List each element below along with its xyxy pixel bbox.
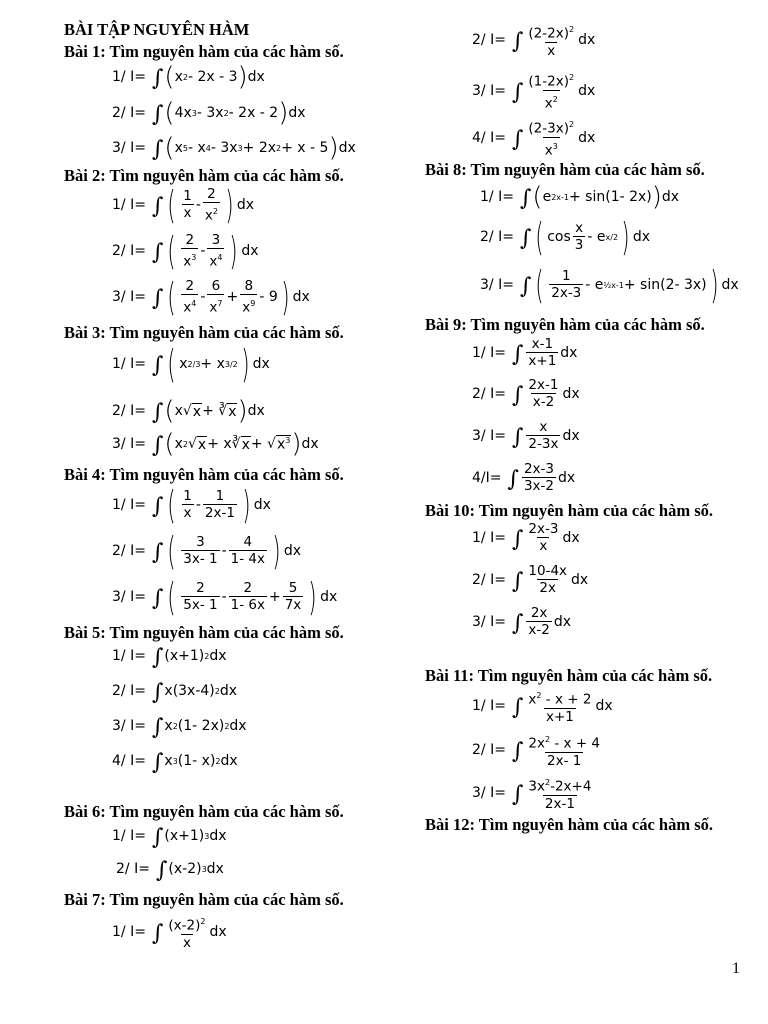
exercise-4-item-1: 1/ I= ∫ ( $\frac{1}{x}$ - $\frac{1}{2x-1}$ ) dx bbox=[112, 483, 271, 527]
exercise-11-item-1: 1/ I= ∫ $\frac{x^2 - x + 2}{x+1}$ dx bbox=[472, 691, 613, 725]
exercise-7-item-3: 3/ I= ∫ $\frac{(1-2x)^2}{x^2}$ dx bbox=[472, 73, 596, 111]
exercise-label: Bài 9: bbox=[425, 315, 467, 334]
exercise-prompt: Tìm nguyên hàm của các hàm số. bbox=[109, 42, 344, 61]
exercise-2-heading bbox=[64, 166, 344, 186]
exercise-2-item-1: 1/ I= ∫ ( $\frac{1}{x}$ - $\frac{2}{x^2}$ ) dx bbox=[112, 183, 254, 227]
exercise-9-item-3: 3/ I= ∫ $\frac{x}{2-3x}$ dx bbox=[472, 419, 580, 452]
exercise-3-item-1: 1/ I= ∫ ( x 2/3 + x 3/2 ) dx bbox=[112, 342, 270, 386]
exercise-prompt: Tìm nguyên hàm của các hàm số. bbox=[109, 323, 344, 342]
exercise-label: Bài 6: bbox=[64, 802, 106, 821]
exercise-prompt: Tìm nguyên hàm của các hàm số. bbox=[109, 166, 344, 185]
exercise-4-heading bbox=[64, 465, 344, 485]
exercise-label: Bài 11: bbox=[425, 666, 475, 685]
exercise-label: Bài 12: bbox=[425, 815, 475, 834]
exercise-3-heading bbox=[64, 323, 344, 343]
exercise-9-item-4: 4/I= ∫ $\frac{2x-3}{3x-2}$ dx bbox=[472, 461, 576, 494]
exercise-2-item-3: 3/ I= ∫ ( $\frac{2}{x^4}$ - $\frac{6}{x^7}$ + $\frac{8}{x^9}$ - 9 ) dx bbox=[112, 275, 310, 319]
exercise-12-heading bbox=[425, 815, 713, 835]
exercise-9-item-2: 2/ I= ∫ $\frac{2x-1}{x-2}$ dx bbox=[472, 377, 580, 410]
exercise-6-heading bbox=[64, 802, 344, 822]
exercise-5-item-2: 2/ I= ∫ x(3x-4) 2 dx bbox=[112, 680, 238, 705]
exercise-11-item-3: 3/ I= ∫ $\frac{3x^2-2x+4}{2x-1}$ bbox=[472, 778, 592, 812]
exercise-5-item-4: 4/ I= ∫ x 3 (1- x) 2 dx bbox=[112, 750, 238, 775]
exercise-label: Bài 2: bbox=[64, 166, 106, 185]
exercise-5-item-1: 1/ I= ∫ (x+1) 2 dx bbox=[112, 645, 227, 670]
exercise-label: Bài 4: bbox=[64, 465, 106, 484]
exercise-10-item-2: 2/ I= ∫ $\frac{10-4x}{2x}$ dx bbox=[472, 563, 589, 596]
exercise-9-heading bbox=[425, 315, 705, 335]
exercise-1-item-1: 1/ I= ∫ ( x 2 - 2x - 3 ) dx bbox=[112, 62, 265, 92]
exercise-prompt: Tìm nguyên hàm của các hàm số. bbox=[109, 890, 344, 909]
exercise-label: Bài 10: bbox=[425, 501, 475, 520]
exercise-9-item-1: 1/ I= ∫ $\frac{x-1}{x+1}$ dx bbox=[472, 336, 578, 369]
exercise-prompt: Tìm nguyên hàm của các hàm số. bbox=[470, 160, 705, 179]
exercise-11-item-2: 2/ I= ∫ $\frac{2x^2 - x + 4}{2x- 1}$ bbox=[472, 735, 601, 769]
exercise-7-item-2: 2/ I= ∫ $\frac{(2-2x)^2}{x}$ dx bbox=[472, 25, 596, 59]
exercise-10-item-3: 3/ I= ∫ $\frac{2x}{x-2}$ dx bbox=[472, 605, 572, 638]
exercise-prompt: Tìm nguyên hàm của các hàm số. bbox=[109, 465, 344, 484]
exercise-prompt: Tìm nguyên hàm của các hàm số. bbox=[478, 815, 714, 834]
exercise-8-heading bbox=[425, 160, 705, 180]
exercise-10-item-1: 1/ I= ∫ $\frac{2x-3}{x}$ dx bbox=[472, 521, 580, 554]
exercise-prompt: Tìm nguyên hàm của các hàm số. bbox=[477, 666, 713, 685]
exercise-1-item-2: 2/ I= ∫ ( 4x 3 - 3x 2 - 2x - 2 ) dx bbox=[112, 98, 306, 128]
exercise-7-item-1: 1/ I= ∫ $\frac{(x-2)^2}{x}$ dx bbox=[112, 917, 227, 951]
exercise-7-item-4: 4/ I= ∫ $\frac{(2-3x)^2}{x^3}$ dx bbox=[472, 120, 596, 158]
exercise-1-item-3: 3/ I= ∫ ( x 5 - x 4 - 3x 3 + 2x 2 + x - 5 ) dx bbox=[112, 133, 356, 163]
exercise-6-item-1: 1/ I= ∫ (x+1) 3 dx bbox=[112, 825, 227, 850]
exercise-8-item-1: 1/ I= ∫ ( e 2x-1 + sin(1- 2x) ) dx bbox=[480, 182, 680, 212]
exercise-label: Bài 8: bbox=[425, 160, 467, 179]
exercise-1-heading bbox=[64, 42, 344, 62]
exercise-prompt: Tìm nguyên hàm của các hàm số. bbox=[109, 802, 344, 821]
exercise-prompt: Tìm nguyên hàm của các hàm số. bbox=[478, 501, 714, 520]
exercise-label: Bài 5: bbox=[64, 623, 106, 642]
exercise-prompt: Tìm nguyên hàm của các hàm số. bbox=[470, 315, 705, 334]
exercise-6-item-2: 2/ I= ∫ (x-2) 3 dx bbox=[116, 858, 224, 883]
exercise-10-heading bbox=[425, 501, 713, 521]
exercise-4-item-2: 2/ I= ∫ ( $\frac{3}{3x- 1}$ - $\frac{4}{1- 4x}$ ) dx bbox=[112, 529, 301, 573]
exercise-5-heading bbox=[64, 623, 344, 643]
exercise-3-item-3: 3/ I= ∫ ( x 2 √ x + x∛ x + √ $x^3$ ) dx bbox=[112, 429, 319, 459]
exercise-label: Bài 1: bbox=[64, 42, 106, 61]
exercise-11-heading bbox=[425, 666, 712, 686]
page-title: BÀI TẬP NGUYÊN HÀM bbox=[64, 20, 250, 39]
exercise-label: Bài 7: bbox=[64, 890, 106, 909]
exercise-5-item-3: 3/ I= ∫ x 2 (1- 2x) 2 dx bbox=[112, 715, 247, 740]
exercise-label: Bài 3: bbox=[64, 323, 106, 342]
exercise-2-item-2: 2/ I= ∫ ( $\frac{2}{x^3}$ - $\frac{3}{x^4}$ ) dx bbox=[112, 229, 259, 273]
exercise-8-item-2: 2/ I= ∫ ( cos $\frac{x}{3}$ - e x/2 ) dx bbox=[480, 215, 651, 259]
exercise-4-item-3: 3/ I= ∫ ( $\frac{2}{5x- 1}$ - $\frac{2}{1- 6x}$ + $\frac{5}{7x}$ ) dx bbox=[112, 575, 338, 619]
exercise-7-heading bbox=[64, 890, 344, 910]
page-number: 1 bbox=[732, 960, 740, 977]
exercise-prompt: Tìm nguyên hàm của các hàm số. bbox=[109, 623, 344, 642]
exercise-3-item-2: 2/ I= ∫ ( x√ x + ∛ x ) dx bbox=[112, 396, 265, 426]
exercise-8-item-3: 3/ I= ∫ ( $\frac{1}{2x-3}$ - e ½x-1 + sin(2- 3x) ) dx bbox=[480, 263, 739, 307]
